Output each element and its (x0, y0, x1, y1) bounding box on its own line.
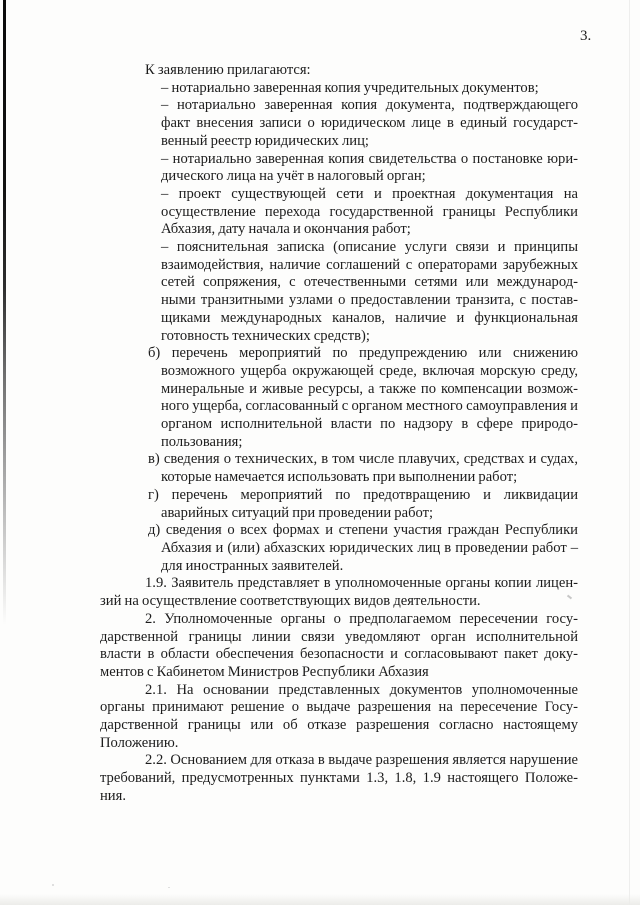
text-line: дарственной границы линии связи уведомляют орган исполнительной (100, 628, 578, 645)
paragraph (100, 752, 578, 805)
paragraph (100, 151, 578, 186)
text-line: щиками международных каналов, наличие и функциональная (161, 309, 578, 326)
text-line: в) сведения о технических, в том числе плавучих, средствах и судах, (148, 451, 578, 468)
text-line: которые намечается использовать при выполнении работ; (161, 469, 518, 486)
text-line: Положению. (100, 734, 179, 751)
paragraph (100, 522, 578, 575)
paragraph (100, 97, 578, 150)
text-line: – проект существующей сети и проектная документация на (161, 185, 578, 202)
text-line: ными транзитными узлами о предоставлении транзита, с постав- (161, 292, 578, 309)
text-line: ния. (100, 787, 126, 804)
text-line: для иностранных заявителей. (161, 557, 344, 574)
paragraph (100, 575, 578, 610)
paragraph (100, 186, 578, 239)
paragraph (100, 682, 578, 753)
paragraph (100, 62, 578, 80)
text-line: К заявлению прилагаются: (145, 62, 311, 78)
text-line: Абхазия, дату начала и окончания работ; (161, 221, 411, 238)
paragraph (100, 80, 578, 98)
scan-edge-artifact-left (3, 0, 6, 625)
paragraph (100, 239, 578, 345)
text-line: 1.9. Заявитель представляет в уполномоченные органы копии лицен- (145, 575, 578, 592)
text-line: 2.1. На основании представленных документов уполномоченные (145, 681, 578, 698)
document-body (100, 62, 578, 806)
text-line: венный реестр юридических лиц; (161, 132, 369, 149)
scan-edge-artifact-right (629, 0, 630, 905)
text-line: сетей сопряжения, с отечественными сетями или международ- (161, 274, 578, 291)
text-line: – пояснительная записка (описание услуги связи и принципы (161, 239, 578, 256)
text-line: б) перечень мероприятий по предупреждению или снижению (148, 345, 578, 362)
text-line: зий на осуществление соответствующих видов деятельности. (100, 593, 481, 610)
text-line: – нотариально заверенная копия документа, подтверждающего (161, 97, 578, 114)
text-line: дарственной границы или об отказе разрешения согласно настоящему (100, 717, 578, 734)
paragraph (100, 451, 578, 486)
text-line: осуществление перехода государственной границы Республики (161, 203, 578, 220)
text-line: ного ущерба, согласованный с органом местного самоуправления и (161, 398, 578, 415)
text-line: факт внесения записи о юридическом лице в единый государст- (161, 115, 578, 132)
scan-speck (52, 884, 54, 886)
text-line: ментов с Кабинетом Министров Республики Абхазия (100, 663, 429, 680)
text-line: – нотариально заверенная копия свидетельства о постановке юри- (161, 150, 578, 167)
text-line: пользования; (161, 433, 243, 450)
text-line: готовность технических средств); (161, 327, 370, 344)
paragraph (100, 345, 578, 451)
text-line: 2.2. Основанием для отказа в выдаче разрешения является нарушение (145, 752, 578, 769)
text-line: д) сведения о всех формах и степени участия граждан Республики (148, 522, 578, 539)
text-line: Абхазия и (или) абхазских юридических лиц в проведении работ – (161, 539, 578, 556)
text-line: органом исполнительной власти по надзору в сфере природо- (161, 416, 578, 433)
scan-bottom-shadow (0, 894, 640, 905)
scan-speck (168, 887, 170, 888)
page-number: 3. (580, 28, 592, 44)
text-line: – нотариально заверенная копия учредительных документов; (161, 79, 539, 96)
text-line: г) перечень мероприятий по предотвращению и ликвидации (148, 486, 578, 503)
text-line: требований, предусмотренных пунктами 1.3, 1.8, 1.9 настоящего Положе- (100, 770, 578, 787)
paragraph (100, 487, 578, 522)
text-line: взаимодействия, наличие соглашений с операторами зарубежных (161, 256, 578, 273)
text-line: органы принимают решение о выдаче разрешения на пересечение Госу- (100, 699, 578, 716)
text-line: 2. Уполномоченные органы о предполагаемом пересечении госу- (145, 610, 578, 627)
paragraph (100, 611, 578, 682)
text-line: дического лица на учёт в налоговый орган; (161, 168, 426, 185)
text-line: аварийных ситуаций при проведении работ; (161, 504, 434, 521)
text-line: власти в области обеспечения безопасности и согласовывают пакет доку- (100, 646, 578, 663)
text-line: возможного ущерба окружающей среде, включая морскую среду, (161, 362, 578, 379)
text-line: минеральные и живые ресурсы, а также по компенсации возмож- (161, 380, 578, 397)
